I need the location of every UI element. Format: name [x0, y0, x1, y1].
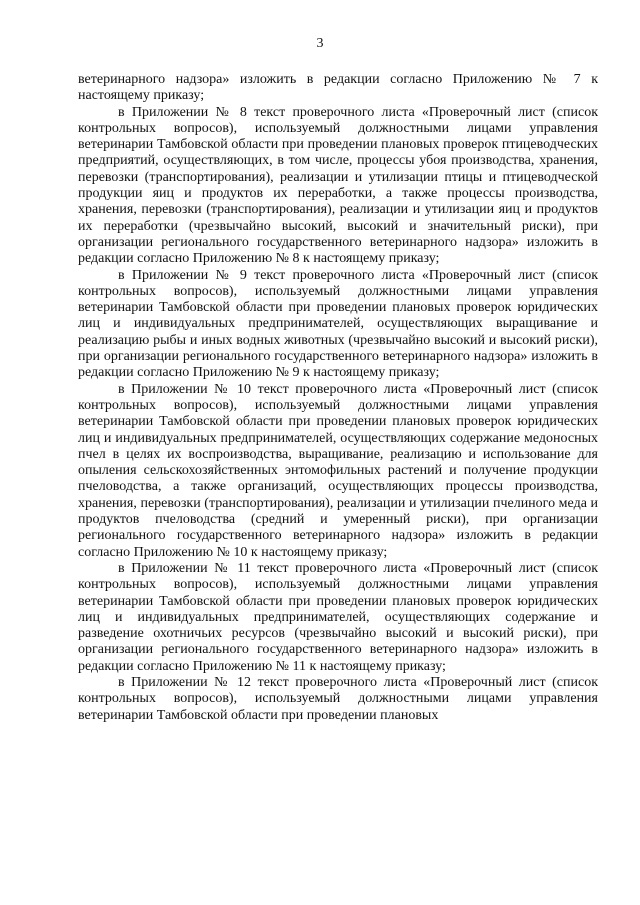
paragraph-appendix-9: в Приложении № 9 текст проверочного листа «Проверочный лист (список контрольных вопросов), используемый должностными лицами управления ветеринарии Тамбовской области при проведении плановых проверок юридических лиц и индивидуальных предпринимателей, осуществляющих выращивание и реализацию рыбы и иных водных животных (чрезвычайно высокий и высокий риски), при организации регионального государственного ветеринарного надзора» изложить в редакции согласно Приложению № 9 к настоящему приказу;: [78, 267, 598, 381]
paragraph-appendix-11: в Приложении № 11 текст проверочного листа «Проверочный лист (список контрольных вопросов), используемый должностными лицами управления ветеринарии Тамбовской области при проведении плановых проверок юридических лиц и индивидуальных предпринимателей, осуществляющих содержание и разведение охотничьих ресурсов (чрезвычайно высокий и высокий риски), при организации регионального государственного ветеринарного надзора» изложить в редакции согласно Приложению № 11 к настоящему приказу;: [78, 560, 598, 674]
paragraph-appendix-7-end: ветеринарного надзора» изложить в редакции согласно Приложению № 7 к настоящему приказу;: [78, 72, 598, 104]
paragraph-appendix-10: в Приложении № 10 текст проверочного листа «Проверочный лист (список контрольных вопросов), используемый должностными лицами управления ветеринарии Тамбовской области при проведении плановых проверок юридических лиц и индивидуальных предпринимателей, осуществляющих содержание медоносных пчел в целях их воспроизводства, выращивание, реализацию и использование для опыления сельскохозяйственных энтомофильных растений и получение продукции пчеловодства, а также организаций, осуществляющих процессы производства, хранения, перевозки (транспортирования), реализации и утилизации пчелиного меда и продуктов пчеловодства (средний и умеренный риски), при организации регионального государственного ветеринарного надзора» изложить в редакции согласно Приложению № 10 к настоящему приказу;: [78, 381, 598, 560]
page-number: 3: [316, 36, 324, 51]
paragraph-appendix-12: в Приложении № 12 текст проверочного листа «Проверочный лист (список контрольных вопросов), используемый должностными лицами управления ветеринарии Тамбовской области при проведении плановых: [78, 674, 598, 723]
paragraph-appendix-8: в Приложении № 8 текст проверочного листа «Проверочный лист (список контрольных вопросов), используемый должностными лицами управления ветеринарии Тамбовской области при проведении плановых проверок птицеводческих предприятий, осуществляющих, в том числе, процессы убоя производства, хранения, перевозки (транспортирования), реализации и утилизации птицы и птицеводческой продукции яиц и продуктов их переработки, а также процессы производства, хранения, перевозки (транспортирования), реализации и утилизации яиц и продуктов их переработки (чрезвычайно высокий, высокий и значительный риски), при организации регионального государственного ветеринарного надзора» изложить в редакции согласно Приложению № 8 к настоящему приказу;: [78, 104, 598, 267]
document-body: [78, 72, 598, 724]
